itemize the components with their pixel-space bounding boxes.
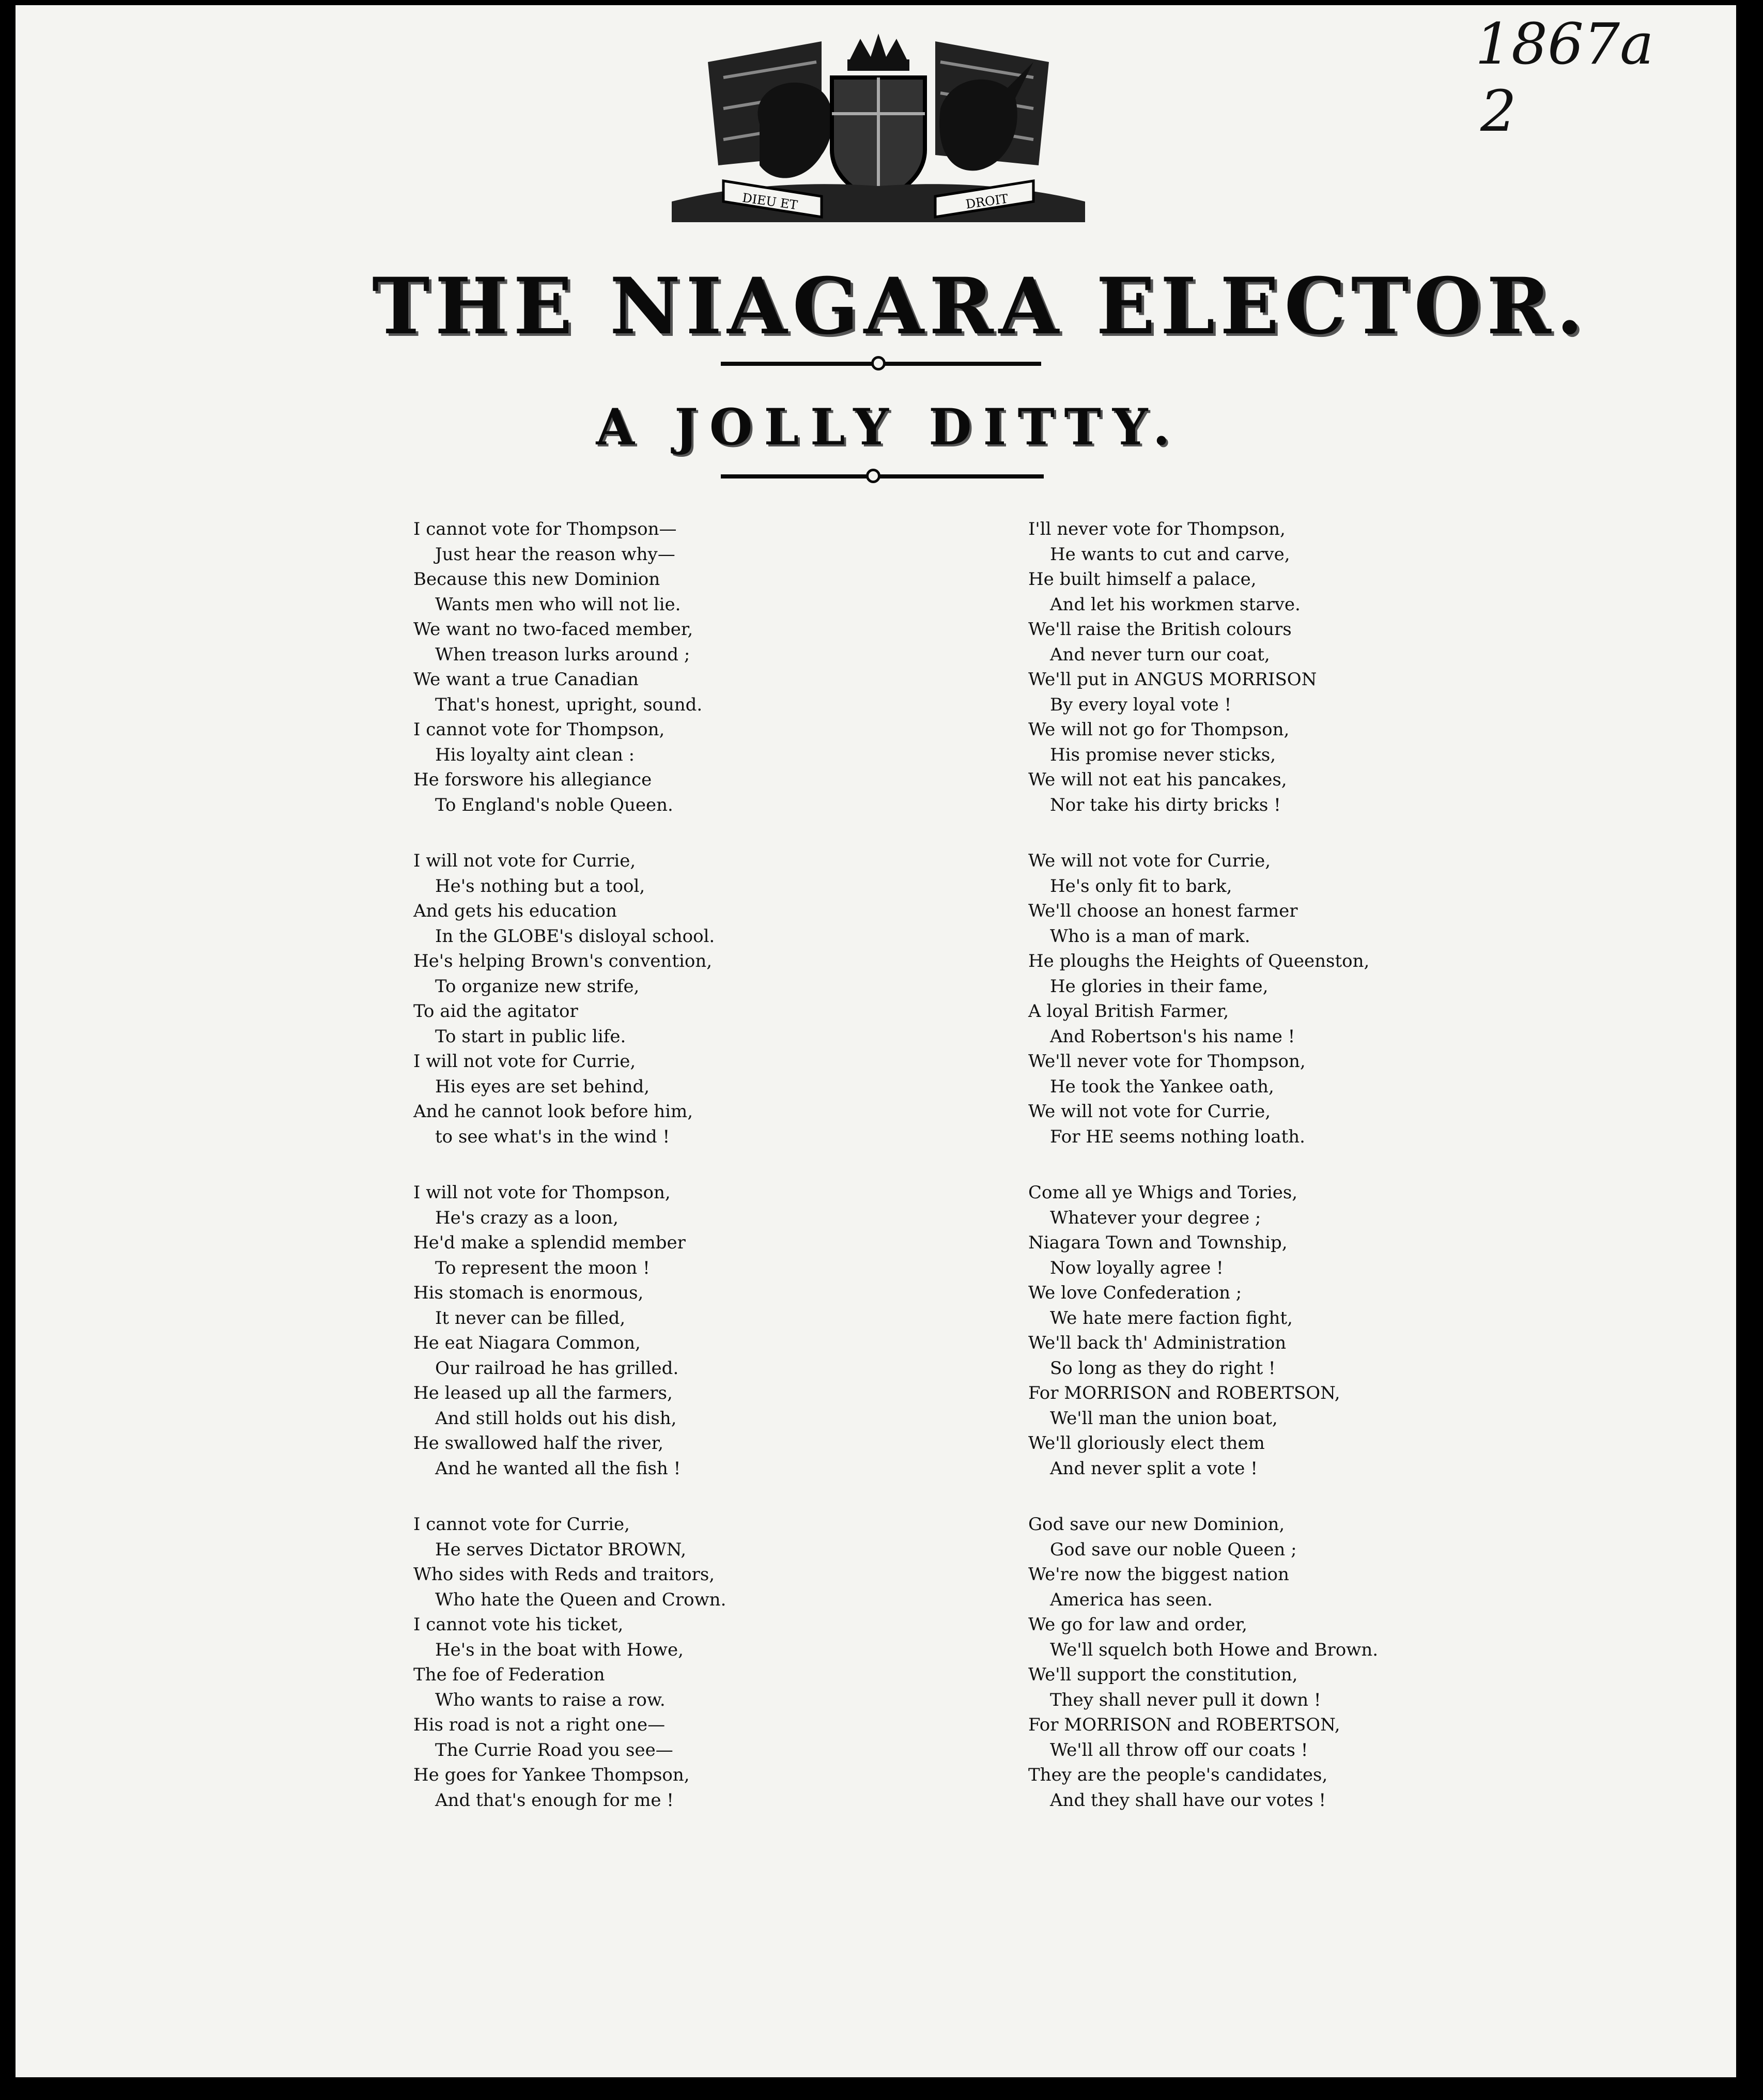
- verse-line: And he wanted all the fish !: [435, 1458, 681, 1479]
- verse-line: And Robertson's his name !: [1050, 1026, 1295, 1047]
- verse-line: Who is a man of mark.: [1050, 925, 1250, 947]
- verse-line: His loyalty aint clean :: [435, 744, 635, 765]
- verse-line: He'd make a splendid member: [413, 1232, 686, 1253]
- verse-line: Who sides with Reds and traitors,: [413, 1564, 715, 1585]
- poem-column-left: [413, 517, 837, 1844]
- verse-line: He goes for Yankee Thompson,: [413, 1765, 690, 1785]
- verse-line: And never split a vote !: [1050, 1458, 1258, 1479]
- verse-line: He's crazy as a loon,: [435, 1207, 618, 1228]
- verse-line: to see what's in the wind !: [435, 1126, 670, 1147]
- verse-line: By every loyal vote !: [1050, 694, 1232, 715]
- annotation-line-2: 2: [1480, 78, 1517, 144]
- verse-line: We'll support the constitution,: [1028, 1664, 1298, 1685]
- stanza: [413, 848, 837, 1149]
- verse-line: In the GLOBE's disloyal school.: [435, 925, 715, 947]
- verse-line: Our railroad he has grilled.: [435, 1357, 679, 1379]
- verse-line: I cannot vote for Thompson,: [413, 719, 665, 740]
- verse-line: The Currie Road you see—: [435, 1739, 673, 1761]
- verse-line: When treason lurks around ;: [435, 644, 690, 665]
- verse-line: We'll all throw off our coats !: [1050, 1739, 1308, 1761]
- stanza: [1028, 517, 1452, 817]
- verse-line: His road is not a right one—: [413, 1715, 666, 1735]
- verse-line: They are the people's candidates,: [1028, 1765, 1328, 1785]
- verse-line: He ploughs the Heights of Queenston,: [1028, 951, 1370, 971]
- divider-ornament-top: [871, 356, 886, 370]
- verse-line: We go for law and order,: [1028, 1614, 1247, 1635]
- verse-line: He's only fit to bark,: [1050, 875, 1232, 897]
- verse-line: To organize new strife,: [435, 976, 640, 997]
- verse-line: To England's noble Queen.: [435, 794, 673, 815]
- poem-column-right: [1028, 517, 1452, 1844]
- verse-line: And that's enough for me !: [435, 1789, 674, 1811]
- verse-line: For HE seems nothing loath.: [1050, 1126, 1305, 1147]
- verse-line: We will not eat his pancakes,: [1028, 769, 1287, 790]
- verse-line: We will not vote for Currie,: [1028, 851, 1271, 871]
- verse-line: Nor take his dirty bricks !: [1050, 794, 1281, 815]
- verse-line: I cannot vote his ticket,: [413, 1614, 624, 1635]
- verse-line: He glories in their fame,: [1050, 976, 1269, 997]
- verse-line: He built himself a palace,: [1028, 569, 1257, 590]
- verse-line: Niagara Town and Township,: [1028, 1232, 1288, 1253]
- verse-line: I will not vote for Thompson,: [413, 1182, 671, 1203]
- verse-line: We want no two-faced member,: [413, 619, 693, 640]
- verse-line: I'll never vote for Thompson,: [1028, 519, 1286, 539]
- verse-line: Who wants to raise a row.: [435, 1689, 666, 1710]
- verse-line: For MORRISON and ROBERTSON,: [1028, 1715, 1340, 1735]
- annotation-line-1: 1867a: [1475, 11, 1654, 77]
- verse-line: We'll gloriously elect them: [1028, 1433, 1265, 1454]
- verse-line: I cannot vote for Currie,: [413, 1514, 630, 1535]
- svg-text:DIEU ET: DIEU ET: [741, 190, 799, 213]
- verse-line: We'll raise the British colours: [1028, 619, 1292, 640]
- verse-line: He leased up all the farmers,: [413, 1383, 673, 1403]
- divider-rule-bottom: [721, 474, 1044, 478]
- verse-line: We will not vote for Currie,: [1028, 1101, 1271, 1122]
- svg-text:DROIT: DROIT: [965, 191, 1009, 212]
- verse-line: He took the Yankee oath,: [1050, 1076, 1274, 1097]
- broadside-title: THE NIAGARA ELECTOR.: [372, 261, 1588, 352]
- verse-line: A loyal British Farmer,: [1028, 1001, 1229, 1022]
- verse-line: I cannot vote for Thompson—: [413, 519, 677, 539]
- verse-line: So long as they do right !: [1050, 1357, 1276, 1379]
- verse-line: And gets his education: [413, 901, 617, 921]
- verse-line: We'll back th' Administration: [1028, 1333, 1287, 1353]
- verse-line: God save our new Dominion,: [1028, 1514, 1285, 1535]
- verse-line: He eat Niagara Common,: [413, 1333, 641, 1353]
- verse-line: He's nothing but a tool,: [435, 875, 645, 897]
- verse-line: We'll squelch both Howe and Brown.: [1050, 1639, 1379, 1660]
- stanza: [413, 1512, 837, 1813]
- verse-line: That's honest, upright, sound.: [435, 694, 703, 715]
- verse-line: Wants men who will not lie.: [435, 594, 681, 615]
- verse-line: Whatever your degree ;: [1050, 1207, 1261, 1228]
- stanza: [413, 1180, 837, 1481]
- verse-line: We'll man the union boat,: [1050, 1408, 1278, 1429]
- verse-line: We'll choose an honest farmer: [1028, 901, 1298, 921]
- verse-line: And never turn our coat,: [1050, 644, 1270, 665]
- verse-line: He's helping Brown's convention,: [413, 951, 713, 971]
- verse-line: To aid the agitator: [413, 1001, 578, 1022]
- verse-line: He wants to cut and carve,: [1050, 544, 1290, 565]
- verse-line: He swallowed half the river,: [413, 1433, 664, 1454]
- verse-line: He forswore his allegiance: [413, 769, 652, 790]
- verse-line: Because this new Dominion: [413, 569, 660, 590]
- verse-line: He's in the boat with Howe,: [435, 1639, 684, 1660]
- verse-line: And still holds out his dish,: [435, 1408, 677, 1429]
- verse-line: We love Confederation ;: [1028, 1283, 1242, 1303]
- verse-line: Come all ye Whigs and Tories,: [1028, 1182, 1298, 1203]
- verse-line: I will not vote for Currie,: [413, 1051, 636, 1072]
- verse-line: We're now the biggest nation: [1028, 1564, 1289, 1585]
- verse-line: He serves Dictator BROWN,: [435, 1539, 687, 1560]
- verse-line: His stomach is enormous,: [413, 1283, 644, 1303]
- verse-line: I will not vote for Currie,: [413, 851, 636, 871]
- verse-line: America has seen.: [1050, 1589, 1213, 1610]
- verse-line: Just hear the reason why—: [435, 544, 675, 565]
- stanza: [413, 517, 837, 817]
- verse-line: The foe of Federation: [413, 1664, 605, 1685]
- verse-line: Now loyally agree !: [1050, 1257, 1224, 1278]
- verse-line: We will not go for Thompson,: [1028, 719, 1290, 740]
- verse-line: For MORRISON and ROBERTSON,: [1028, 1383, 1340, 1403]
- stanza: [1028, 848, 1452, 1149]
- divider-ornament-bottom: [866, 469, 880, 483]
- stanza: [1028, 1180, 1452, 1481]
- verse-line: And let his workmen starve.: [1050, 594, 1301, 615]
- verse-line: We'll put in ANGUS MORRISON: [1028, 669, 1317, 690]
- verse-line: God save our noble Queen ;: [1050, 1539, 1297, 1560]
- verse-line: Who hate the Queen and Crown.: [435, 1589, 726, 1610]
- verse-line: To represent the moon !: [435, 1257, 650, 1278]
- verse-line: And they shall have our votes !: [1050, 1789, 1326, 1811]
- verse-line: His promise never sticks,: [1050, 744, 1276, 765]
- verse-line: They shall never pull it down !: [1050, 1689, 1321, 1710]
- verse-line: To start in public life.: [435, 1026, 626, 1047]
- verse-line: His eyes are set behind,: [435, 1076, 650, 1097]
- verse-line: It never can be filled,: [435, 1307, 626, 1329]
- verse-line: We'll never vote for Thompson,: [1028, 1051, 1306, 1072]
- stanza: [1028, 1512, 1452, 1813]
- verse-line: We want a true Canadian: [413, 669, 639, 690]
- verse-line: And he cannot look before him,: [413, 1101, 693, 1122]
- verse-line: We hate mere faction fight,: [1050, 1307, 1293, 1329]
- broadside-subtitle: A JOLLY DITTY.: [596, 398, 1182, 456]
- royal-coat-of-arms-image: [651, 31, 1106, 227]
